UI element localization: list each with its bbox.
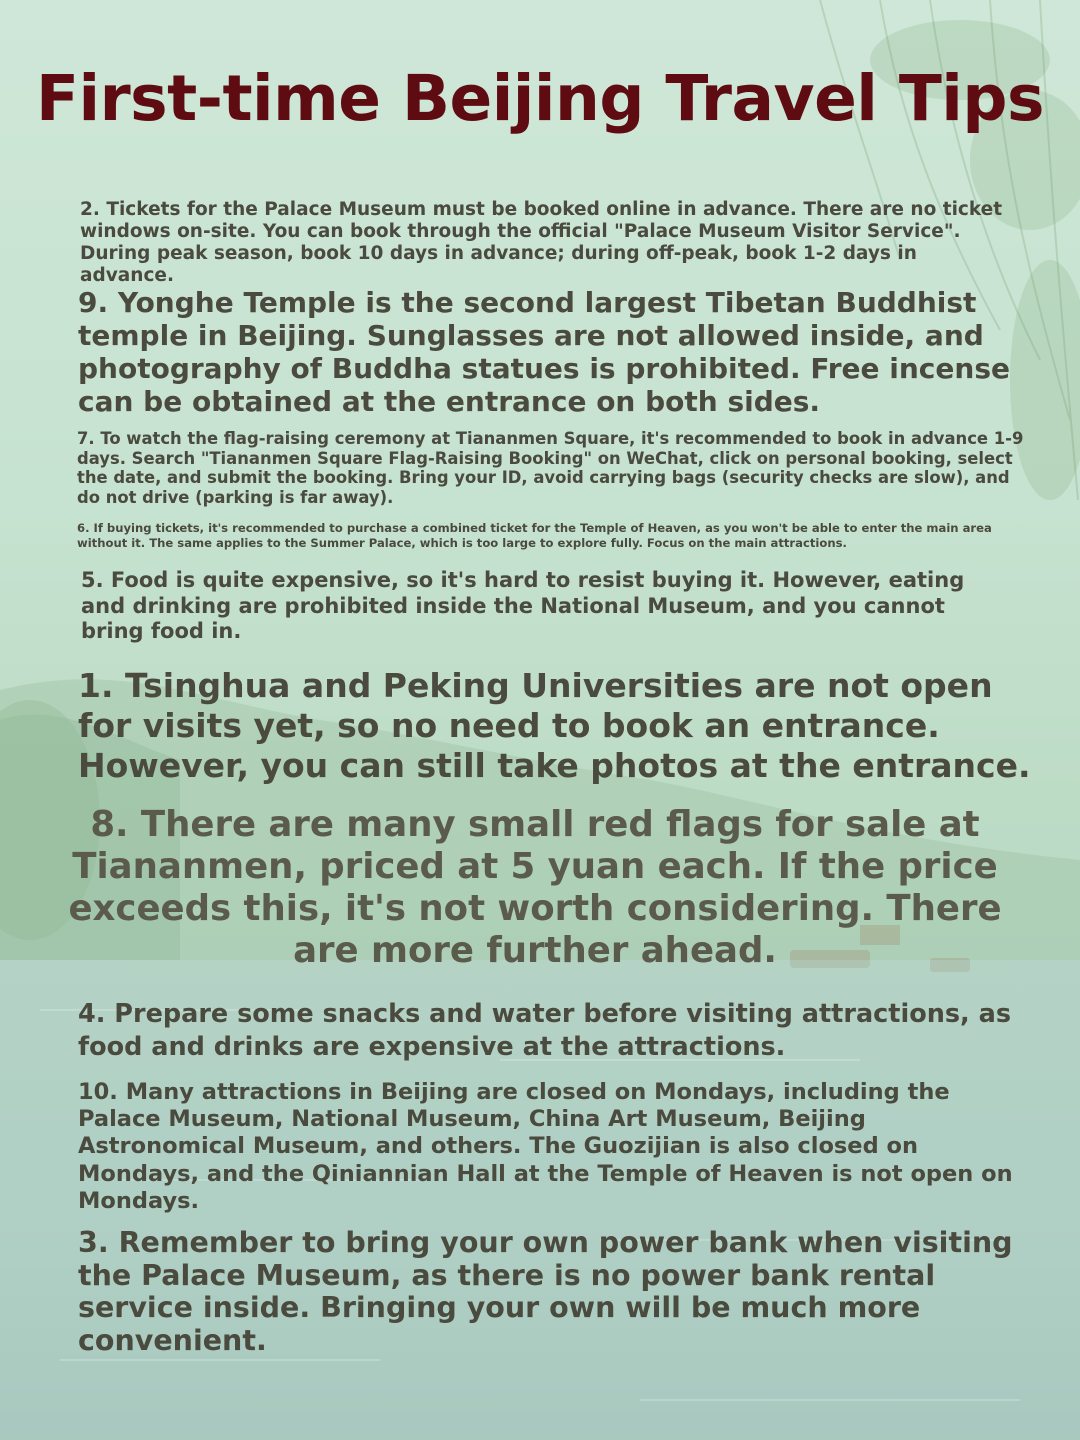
tip-6-combined-tickets: 6. If buying tickets, it's recommended to purchase a combined ticket for the Temple of Heaven, as you won't be able to enter the main area without it. The same applies to the Summer Palace, which is too large to explore fully. Focus on the main attractions. [77,521,992,550]
tip-4-snacks-water: 4. Prepare some snacks and water before visiting attractions, as food and drinks are expensive at the attractions. [78,999,1012,1062]
tip-7-flag-raising: 7. To watch the flag-raising ceremony at Tiananmen Square, it's recommended to book in advance 1-9 days. Search "Tiananmen Square Flag-Raising Booking" on WeChat, click on personal booking, select the date, and submit the booking. Bring your ID, avoid carrying bags (security checks are slow), and do not drive (parking is far away). [77,429,1024,507]
tip-9-yonghe-temple: 9. Yonghe Temple is the second largest Tibetan Buddhist temple in Beijing. Sunglasses are not allowed inside, and photography of Buddha statues is prohibited. Free incense can be obtained at the entrance on both sides. [78,286,1010,418]
tip-5-national-museum-food: 5. Food is quite expensive, so it's hard to resist buying it. However, eating and drinking are prohibited inside the National Museum, and you cannot bring food in. [81,568,965,643]
tip-1-universities: 1. Tsinghua and Peking Universities are not open for visits yet, so no need to book an entrance. However, you can still take photos at the entrance. [78,666,1031,785]
page-title: First-time Beijing Travel Tips [35,62,1044,135]
tip-3-power-bank: 3. Remember to bring your own power bank when visiting the Palace Museum, as there is no power bank rental service inside. Bringing your own will be much more convenient. [78,1226,1013,1357]
tip-8-red-flags: 8. There are many small red flags for sale at Tiananmen, priced at 5 yuan each. If the price exceeds this, it's not worth considering. There are more further ahead. [68,804,1002,971]
tip-10-monday-closures: 10. Many attractions in Beijing are closed on Mondays, including the Palace Museum, National Museum, China Art Museum, Beijing Astronomical Museum, and others. The Guozijian is also closed on Mondays, and the Qiniannian Hall at the Temple of Heaven is not open on Mondays. [78,1079,1013,1214]
tip-2-palace-museum-tickets: 2. Tickets for the Palace Museum must be booked online in advance. There are no ticket windows on-site. You can book through the official "Palace Museum Visitor Service". During peak season, book 10 days in advance; during off-peak, book 1-2 days in advance. [80,199,1003,286]
